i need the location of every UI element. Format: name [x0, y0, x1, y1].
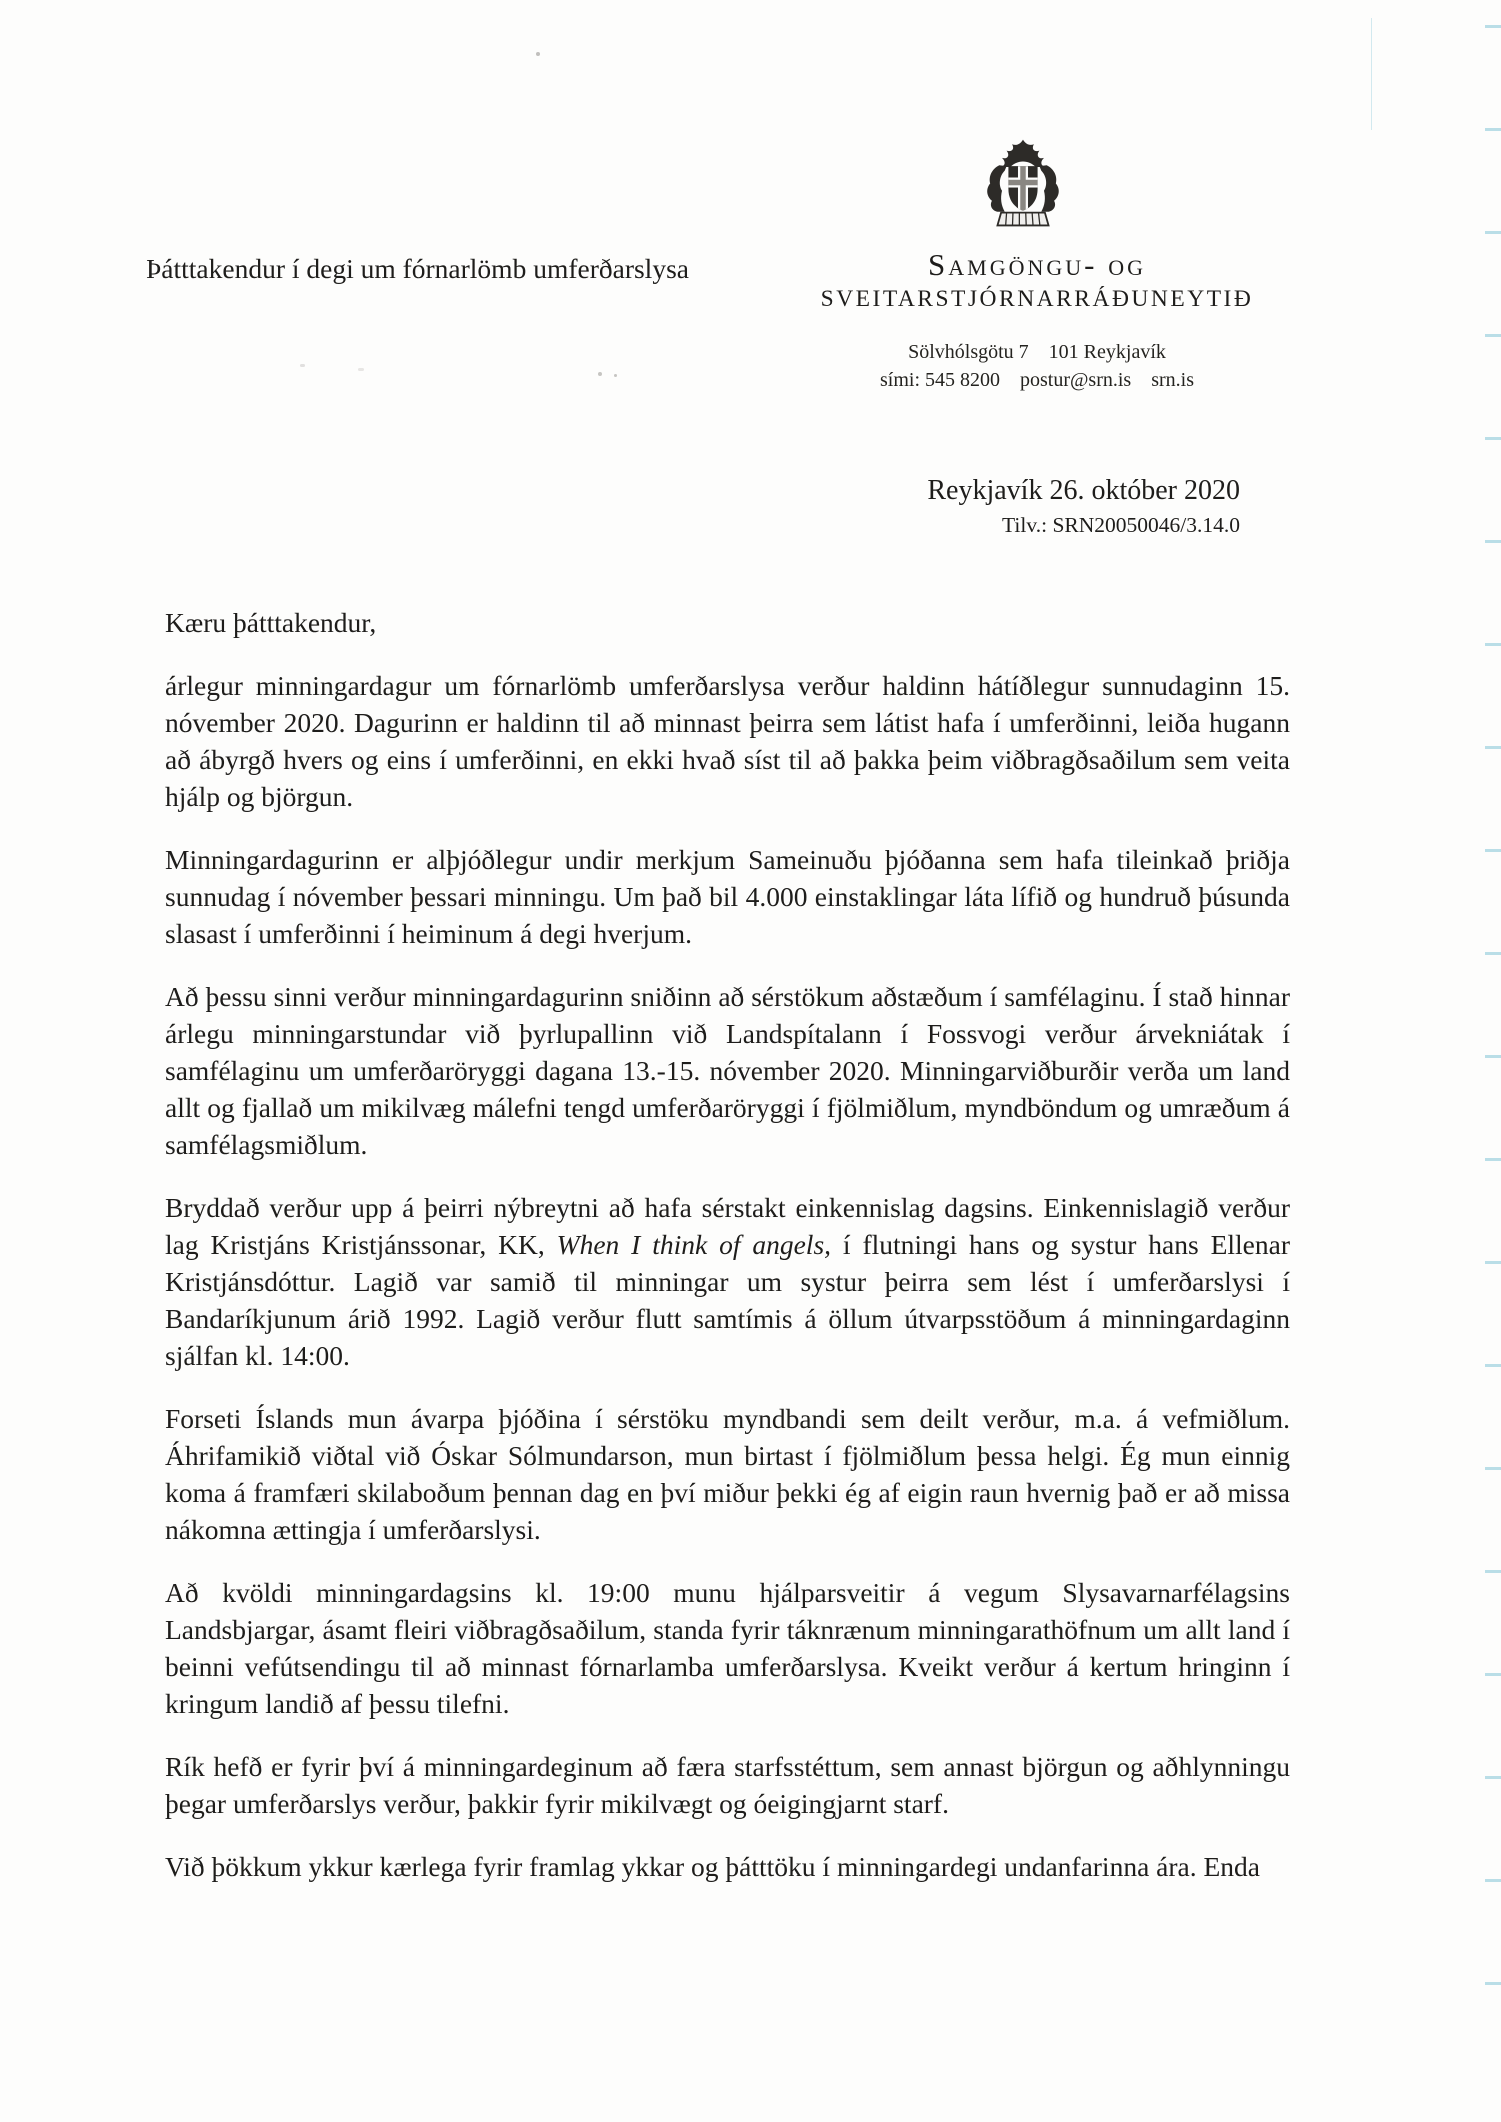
ministry-letterhead — [812, 136, 1262, 394]
iceland-coat-of-arms-icon — [977, 136, 1069, 240]
letter-paragraph: Við þökkum ykkur kærlega fyrir framlag ykkar og þátttöku í minningardegi undanfarinna ára. Enda — [165, 1851, 1260, 1882]
ministry-email: postur@srn.is — [1020, 369, 1132, 391]
ministry-address-block — [812, 338, 1262, 394]
letter-paragraph: Að þessu sinni verður minningardagurinn sniðinn að sérstökum aðstæðum í samfélaginu. Í stað hinnar árlegu minningarstundar við þyrlupallinn við Landspítalann í Fossvogi verður árvekniátak í samfélaginu um umferðaröryggi dagana 13.-15. nóvember 2020. Minningarviðburðir verða um land allt og fjallað um mikilvæg málefni tengd umferðaröryggi í fjölmiðlum, myndböndum og umræðum á samfélagsmiðlum. — [165, 981, 1290, 1160]
scan-speck — [614, 374, 617, 377]
letter-paragraph: Rík hefð er fyrir því á minningardeginum að færa starfsstéttum, sem annast björgun og aðhlynningu þegar umferðarslys verður, þakkir fyrir mikilvægt og óeigingjarnt starf. — [165, 1751, 1290, 1819]
iceland-coat-of-arms-icon — [977, 136, 1069, 240]
scan-line-artifact — [1371, 18, 1372, 130]
ministry-street: Sölvhólsgötu 7 — [908, 341, 1029, 363]
letter-paragraph: Minningardagurinn er alþjóðlegur undir merkjum Sameinuðu þjóðanna sem hafa tileinkað þriðja sunnudag í nóvember þessari minningu. Um það bil 4.000 einstaklingar láta lífið og hundruð þúsunda slasast í umferðinni í heiminum á degi hverjum. — [165, 844, 1290, 949]
paragraphs-container — [165, 667, 1290, 1885]
letter-paragraph: Bryddað verður upp á þeirri nýbreytni að hafa sérstakt einkennislag dagsins. Einkennislagið verður lag Kristjáns Kristjánssonar, KK, When I think of angels, í flutningi hans og systur hans Ellenar Kristjánsdóttur. Lagið var samið til minningar um systur þeirra sem lést í umferðarslysi í Bandaríkjunum árið 1992. Lagið verður flutt samtímis á öllum útvarpsstöðum á minningardaginn sjálfan kl. 14:00. — [165, 1192, 1290, 1371]
ministry-website: srn.is — [1151, 369, 1194, 391]
recipient-line: Þátttakendur í degi um fórnarlömb umferðarslysa — [146, 253, 689, 284]
date-line: Reykjavík 26. október 2020 — [927, 475, 1240, 506]
ministry-city: 101 Reykjavík — [1048, 341, 1166, 363]
scan-edge-artifacts — [1485, 25, 1501, 2000]
letter-paragraph: árlegur minningardagur um fórnarlömb umferðarslysa verður haldinn hátíðlegur sunnudaginn 15. nóvember 2020. Dagurinn er haldinn til að minnast þeirra sem látist hafa í umferðinni, leiða hugann að ábyrgð hvers og eins í umferðinni, en ekki hvað síst til að þakka þeim viðbragðsaðilum sem veita hjálp og björgun. — [165, 670, 1290, 812]
salutation: Kæru þátttakendur, — [165, 607, 377, 638]
ministry-phone: sími: 545 8200 — [879, 369, 1000, 391]
letter-paragraph: Forseti Íslands mun ávarpa þjóðina í sérstöku myndbandi sem deilt verður, m.a. á vefmiðlum. Áhrifamikið viðtal við Óskar Sólmundarson, mun birtast í fjölmiðlum þessa helgi. Ég mun einnig koma á framfæri skilaboðum þennan dag en því miður þekki ég af eigin raun hvernig það er að missa nákomna ættingja í umferðarslysi. — [165, 1403, 1290, 1545]
letter-body — [165, 604, 1290, 1885]
letter-paragraph: Að kvöldi minningardagsins kl. 19:00 munu hjálparsveitir á vegum Slysavarnarfélagsins Landsbjargar, ásamt fleiri viðbragðsaðilum, standa fyrir táknrænum minningarathöfnum um allt land í beinni vefútsendingu til að minnast fórnarlamba umferðarslysa. Kveikt verður á kertum hringinn í kringum landið af þessu tilefni. — [165, 1577, 1290, 1719]
ministry-name-line1: Samgöngu- og — [928, 247, 1146, 282]
date-block — [812, 474, 1240, 539]
reference-line: Tilv.: SRN20050046/3.14.0 — [1002, 513, 1240, 537]
scan-speck — [536, 52, 540, 56]
scan-speck — [300, 364, 305, 367]
scan-speck — [358, 368, 364, 371]
scan-speck — [598, 372, 602, 376]
ministry-name-line2: SVEITARSTJÓRNARRÁÐUNEYTIÐ — [820, 286, 1254, 312]
